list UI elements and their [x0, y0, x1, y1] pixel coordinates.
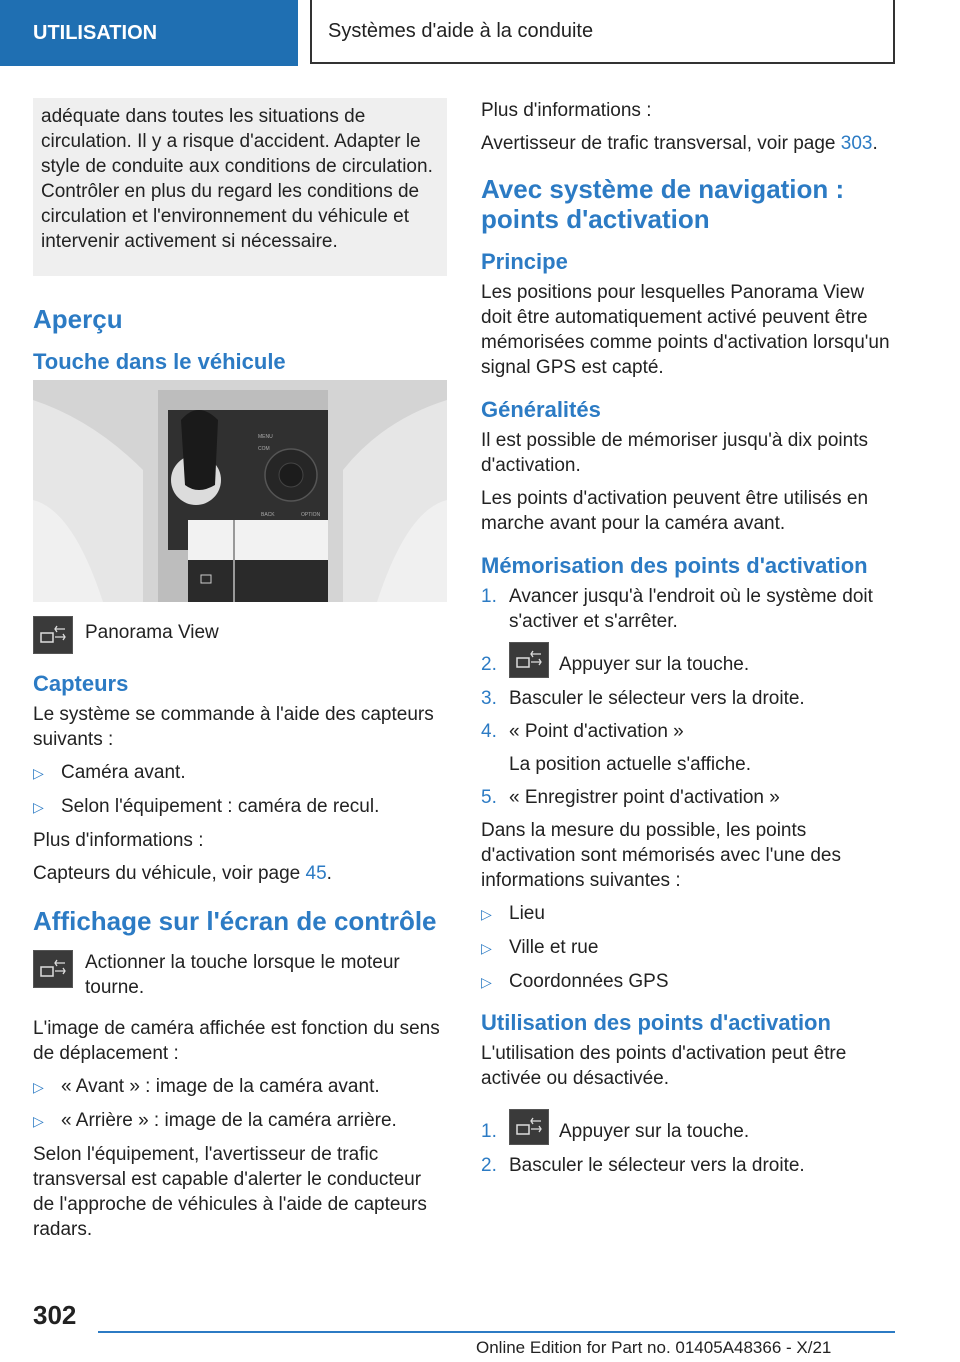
- step-item: [481, 1153, 896, 1178]
- step-text: Avancer jusqu'à l'endroit où le système doit s'activer et s'arrêter.: [509, 586, 873, 632]
- heading-utilisation: Utilisation des points d'activation: [481, 1010, 831, 1035]
- generalites-text-2: Les points d'activation peuvent être utilisés en marche avant pour la caméra avant.: [481, 488, 869, 534]
- triangle-bullet-icon: ▷: [33, 1113, 44, 1129]
- right-column: [481, 98, 896, 1186]
- triangle-bullet-icon: ▷: [33, 765, 44, 781]
- heading-capteurs: Capteurs: [33, 671, 129, 696]
- triangle-bullet-icon: ▷: [33, 799, 44, 815]
- list-item: [481, 935, 896, 961]
- memorisation-info-list: [481, 901, 896, 995]
- footer-edition: Online Edition for Part no. 01405A48366 - X/21: [476, 1338, 832, 1357]
- console-label-option: OPTION: [301, 512, 321, 518]
- heading-navigation: Avec système de navigation : points d'activation: [481, 174, 845, 234]
- panorama-view-icon: [509, 1109, 549, 1145]
- heading-principe: Principe: [481, 249, 568, 274]
- panorama-view-icon: [33, 616, 73, 654]
- step-text: Appuyer sur la touche.: [559, 654, 750, 675]
- triangle-bullet-icon: ▷: [33, 1079, 44, 1095]
- utilisation-steps: [481, 1109, 896, 1178]
- panorama-view-icon: [509, 642, 549, 678]
- page-link-303[interactable]: 303: [840, 133, 873, 154]
- step-number: 3.: [481, 688, 497, 709]
- page-number: 302: [33, 1300, 77, 1330]
- memorisation-after-text: Dans la mesure du possible, les points d'activation sont mémorisés avec l'une des informations suivantes :: [481, 820, 841, 891]
- console-label-menu: MENU: [258, 434, 273, 440]
- step-number: 1.: [481, 1121, 497, 1142]
- list-item-text: Caméra avant.: [61, 762, 186, 783]
- warning-text: adéquate dans toutes les situations de circulation. Il y a risque d'accident. Adapter le style de conduite aux conditions de circulation. Contrôler en plus du regard les conditions de circulation et l'environnement du véhicule et intervenir activement si nécessaire.: [41, 106, 433, 252]
- step-number: 2.: [481, 654, 497, 675]
- header-chapter-label: Systèmes d'aide à la conduite: [328, 19, 594, 42]
- reference-end: .: [872, 133, 878, 154]
- list-item-text: « Arrière » : image de la caméra arrière.: [61, 1110, 397, 1131]
- heading-apercu: Aperçu: [33, 304, 123, 334]
- reference-end: .: [326, 863, 332, 884]
- list-item-text: « Avant » : image de la caméra avant.: [61, 1076, 380, 1097]
- step-item: [481, 686, 896, 711]
- step-item: [481, 642, 896, 678]
- reference-text: Avertisseur de trafic transversal, voir page: [481, 133, 841, 154]
- reference-text: Capteurs du véhicule, voir page: [33, 863, 306, 884]
- crossing-traffic-text: Selon l'équipement, l'avertisseur de trafic transversal est capable d'alerter le conducteur de l'approche de véhicules à l'aide de capteurs radars.: [33, 1144, 427, 1240]
- more-info-label: Plus d'informations :: [33, 830, 204, 851]
- list-item-text: Selon l'équipement : caméra de recul.: [61, 796, 380, 817]
- list-item: [33, 794, 447, 820]
- generalites-text-1: Il est possible de mémoriser jusqu'à dix points d'activation.: [481, 430, 868, 476]
- affichage-icon-text: Actionner la touche lorsque le moteur tourne.: [85, 952, 400, 998]
- triangle-bullet-icon: ▷: [481, 940, 492, 956]
- panorama-view-key-row: [33, 616, 447, 654]
- memorisation-steps: [481, 584, 896, 810]
- step-subtext: La position actuelle s'affiche.: [509, 754, 751, 775]
- list-item-text: Coordonnées GPS: [509, 971, 669, 992]
- list-item-text: Lieu: [509, 903, 545, 924]
- step-item: [481, 785, 896, 810]
- step-number: 1.: [481, 586, 497, 607]
- step-text: Appuyer sur la touche.: [559, 1121, 750, 1142]
- left-column: [33, 98, 447, 1250]
- step-item: [481, 1109, 896, 1145]
- triangle-bullet-icon: ▷: [481, 906, 492, 922]
- header-chapter: [310, 0, 895, 64]
- step-number: 2.: [481, 1155, 497, 1176]
- list-item: [481, 901, 896, 927]
- list-item: [33, 1074, 447, 1100]
- image-text: L'image de caméra affichée est fonction du sens de déplacement :: [33, 1018, 440, 1064]
- list-item: [33, 760, 447, 786]
- step-text: « Enregistrer point d'activation »: [509, 787, 780, 808]
- step-text: Basculer le sélecteur vers la droite.: [509, 688, 805, 709]
- console-illustration: [33, 380, 447, 602]
- image-list: [33, 1074, 447, 1134]
- principe-text: Les positions pour lesquelles Panorama View doit être automatiquement activé peuvent être mémorisées comme points d'activation lorsqu'un signal GPS est capté.: [481, 282, 890, 378]
- list-item: [33, 1108, 447, 1134]
- step-number: 5.: [481, 787, 497, 808]
- list-item: [481, 969, 896, 995]
- more-info-label: Plus d'informations :: [481, 100, 652, 121]
- console-label-back: BACK: [261, 512, 275, 518]
- triangle-bullet-icon: ▷: [481, 974, 492, 990]
- header-section-label: UTILISATION: [33, 21, 158, 44]
- heading-memorisation: Mémorisation des points d'activation: [481, 553, 868, 578]
- utilisation-text: L'utilisation des points d'activation peut être activée ou désactivée.: [481, 1043, 847, 1089]
- footer-divider: [98, 1331, 895, 1333]
- step-item: [481, 584, 896, 634]
- warning-box: [33, 98, 447, 276]
- capteurs-text: Le système se commande à l'aide des capteurs suivants :: [33, 704, 434, 750]
- heading-generalites: Généralités: [481, 397, 601, 422]
- panorama-view-icon: [33, 950, 73, 988]
- affichage-key-row: [33, 950, 447, 1000]
- page-link-45[interactable]: 45: [305, 863, 327, 884]
- reference-line: [33, 861, 447, 886]
- step-item: [481, 719, 896, 777]
- console-label-com: COM: [258, 446, 270, 452]
- capteurs-list: [33, 760, 447, 820]
- heading-touche: Touche dans le véhicule: [33, 349, 286, 374]
- heading-affichage: Affichage sur l'écran de contrôle: [33, 906, 437, 936]
- step-text: « Point d'activation »: [509, 721, 684, 742]
- panorama-view-caption: Panorama View: [85, 622, 219, 643]
- step-text: Basculer le sélecteur vers la droite.: [509, 1155, 805, 1176]
- step-number: 4.: [481, 721, 497, 742]
- header-section: [0, 0, 298, 66]
- list-item-text: Ville et rue: [509, 937, 599, 958]
- vehicle-console-photo: [33, 380, 447, 602]
- reference-line: [481, 131, 896, 156]
